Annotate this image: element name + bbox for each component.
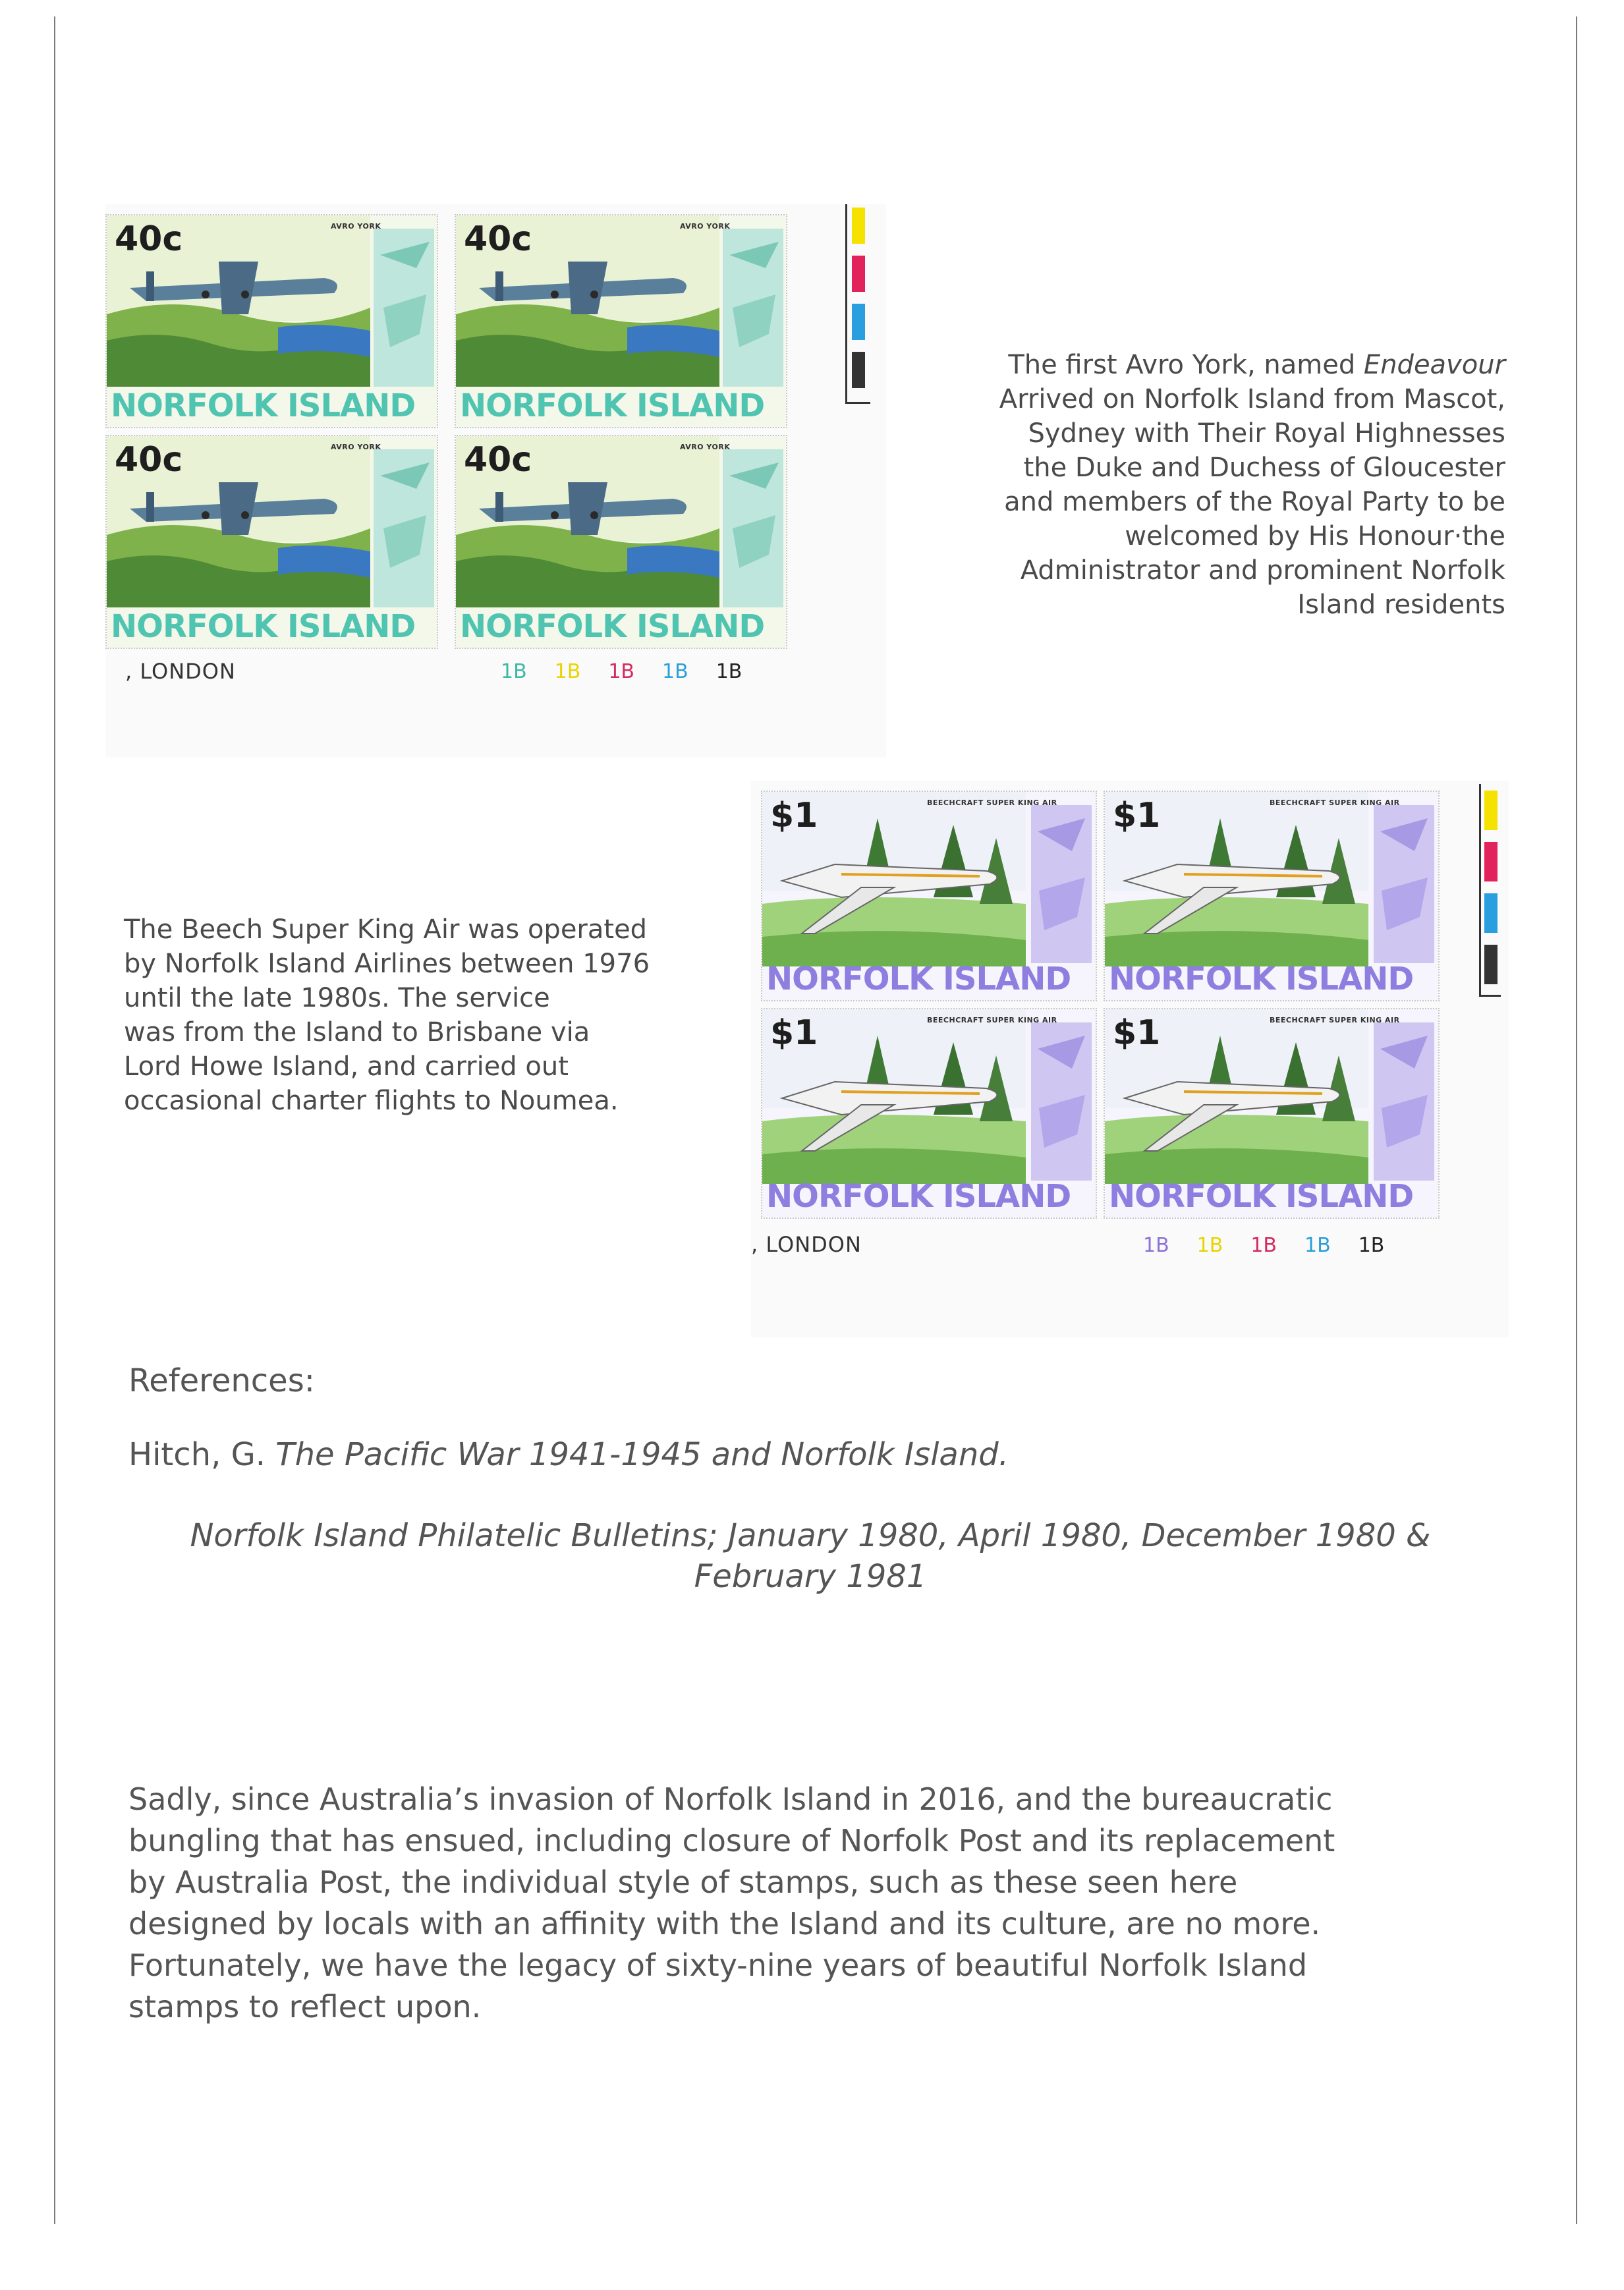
plate-numbers <box>501 660 742 683</box>
stamp-country: NORFOLK ISLAND <box>766 1178 1071 1215</box>
closing-line: stamps to reflect upon. <box>128 1989 482 2025</box>
avro-york-stamp <box>105 435 438 649</box>
beechcraft-stamp <box>1104 1008 1440 1219</box>
plate-number: 1B <box>554 660 581 683</box>
stamp-country: NORFOLK ISLAND <box>460 608 765 645</box>
plate-number: 1B <box>1358 1234 1385 1257</box>
caption-line: The first Avro York, named Endeavour <box>1008 350 1505 380</box>
closing-line: bungling that has ensued, including closure of Norfolk Post and its replacement <box>128 1823 1335 1858</box>
beechcraft-stamp-block <box>751 781 1509 1337</box>
avro-york-caption <box>942 348 1505 622</box>
imprint-text: , LONDON <box>751 1232 862 1257</box>
reference-line: February 1981 <box>694 1558 927 1595</box>
caption-line: The Beech Super King Air was operated <box>124 914 648 945</box>
color-bar-segment <box>852 352 865 388</box>
references-heading: References: <box>128 1362 315 1399</box>
color-bar-segment <box>852 304 865 340</box>
stamp-denomination: 40c <box>464 219 532 259</box>
reference-title: The Pacific War 1941-1945 and Norfolk Island. <box>275 1436 1009 1473</box>
caption-line: the Duke and Duchess of Gloucester <box>1023 453 1505 483</box>
stamp-country: NORFOLK ISLAND <box>111 387 416 424</box>
stamp-country: NORFOLK ISLAND <box>1109 961 1414 997</box>
closing-line: designed by locals with an affinity with the Island and its culture, are no more. <box>128 1906 1321 1941</box>
plate-number: 1B <box>1304 1234 1331 1257</box>
reference-line: Norfolk Island Philatelic Bulletins; January 1980, April 1980, December 1980 & <box>190 1517 1431 1554</box>
color-bar-segment <box>1484 945 1498 984</box>
plate-number: 1B <box>1250 1234 1277 1257</box>
stamp-name: BEECHCRAFT SUPER KING AIR <box>1270 1016 1400 1024</box>
caption-line: Lord Howe Island, and carried out <box>124 1051 569 1082</box>
plate-numbers <box>1143 1234 1384 1257</box>
plate-number: 1B <box>715 660 742 683</box>
caption-line: and members of the Royal Party to be <box>1004 487 1505 517</box>
aircraft-name-italic: Endeavour <box>1363 350 1505 380</box>
stamp-denomination: 40c <box>115 440 183 480</box>
plate-number: 1B <box>501 660 527 683</box>
closing-line: Sadly, since Australia’s invasion of Norfolk Island in 2016, and the bureaucratic <box>128 1781 1333 1817</box>
stamp-country: NORFOLK ISLAND <box>460 387 765 424</box>
stamp-name: AVRO YORK <box>331 222 381 231</box>
beechcraft-stamp <box>761 1008 1097 1219</box>
reference-hitch <box>128 1436 1009 1473</box>
stamp-name: AVRO YORK <box>680 443 731 451</box>
color-bar-segment <box>852 208 865 244</box>
stamp-denomination: 40c <box>115 219 183 259</box>
closing-paragraph <box>128 1779 1519 2028</box>
caption-line: welcomed by His Honour·the <box>1125 521 1505 551</box>
caption-line: until the late 1980s. The service <box>124 983 550 1013</box>
avro-york-stamp <box>105 214 438 428</box>
stamp-name: BEECHCRAFT SUPER KING AIR <box>927 1016 1057 1024</box>
caption-line: occasional charter flights to Noumea. <box>124 1086 619 1116</box>
stamp-name: AVRO YORK <box>680 222 731 231</box>
color-bar-segment <box>1484 842 1498 881</box>
stamp-denomination: 40c <box>464 440 532 480</box>
caption-line: Arrived on Norfolk Island from Mascot, <box>999 384 1505 414</box>
plate-number: 1B <box>662 660 688 683</box>
color-bar-segment <box>1484 791 1498 830</box>
stamp-country: NORFOLK ISLAND <box>111 608 416 645</box>
closing-line: Fortunately, we have the legacy of sixty-nine years of beautiful Norfolk Island <box>128 1947 1308 1983</box>
left-margin-rule <box>54 16 55 2224</box>
color-bar-segment <box>1484 893 1498 933</box>
stamp-name: BEECHCRAFT SUPER KING AIR <box>927 798 1057 807</box>
beechcraft-stamp <box>761 791 1097 1001</box>
stamp-denomination: $1 <box>1113 1013 1161 1053</box>
stamp-name: AVRO YORK <box>331 443 381 451</box>
color-bar-segment <box>852 256 865 292</box>
stamp-name: BEECHCRAFT SUPER KING AIR <box>1270 798 1400 807</box>
avro-york-stamp <box>455 214 787 428</box>
caption-line: Administrator and prominent Norfolk <box>1020 555 1505 586</box>
caption-line: by Norfolk Island Airlines between 1976 <box>124 949 650 979</box>
imprint-text: , LONDON <box>125 659 236 684</box>
avro-york-stamp <box>455 435 787 649</box>
closing-line: by Australia Post, the individual style of stamps, such as these seen here <box>128 1864 1238 1900</box>
plate-number: 1B <box>1143 1234 1169 1257</box>
reference-author: Hitch, G. <box>128 1436 276 1473</box>
caption-line: Sydney with Their Royal Highnesses <box>1028 418 1505 449</box>
stamp-denomination: $1 <box>770 1013 818 1053</box>
stamp-denomination: $1 <box>770 796 818 835</box>
right-margin-rule <box>1576 16 1577 2224</box>
plate-number: 1B <box>1196 1234 1223 1257</box>
avro-york-stamp-block <box>105 204 886 758</box>
beechcraft-stamp <box>1104 791 1440 1001</box>
stamp-denomination: $1 <box>1113 796 1161 835</box>
reference-bulletins <box>119 1515 1502 1597</box>
caption-line: Island residents <box>1297 590 1505 620</box>
caption-line: was from the Island to Brisbane via <box>124 1017 590 1047</box>
stamp-country: NORFOLK ISLAND <box>1109 1178 1414 1215</box>
beech-king-air-caption <box>124 912 704 1118</box>
plate-number: 1B <box>608 660 635 683</box>
stamp-country: NORFOLK ISLAND <box>766 961 1071 997</box>
